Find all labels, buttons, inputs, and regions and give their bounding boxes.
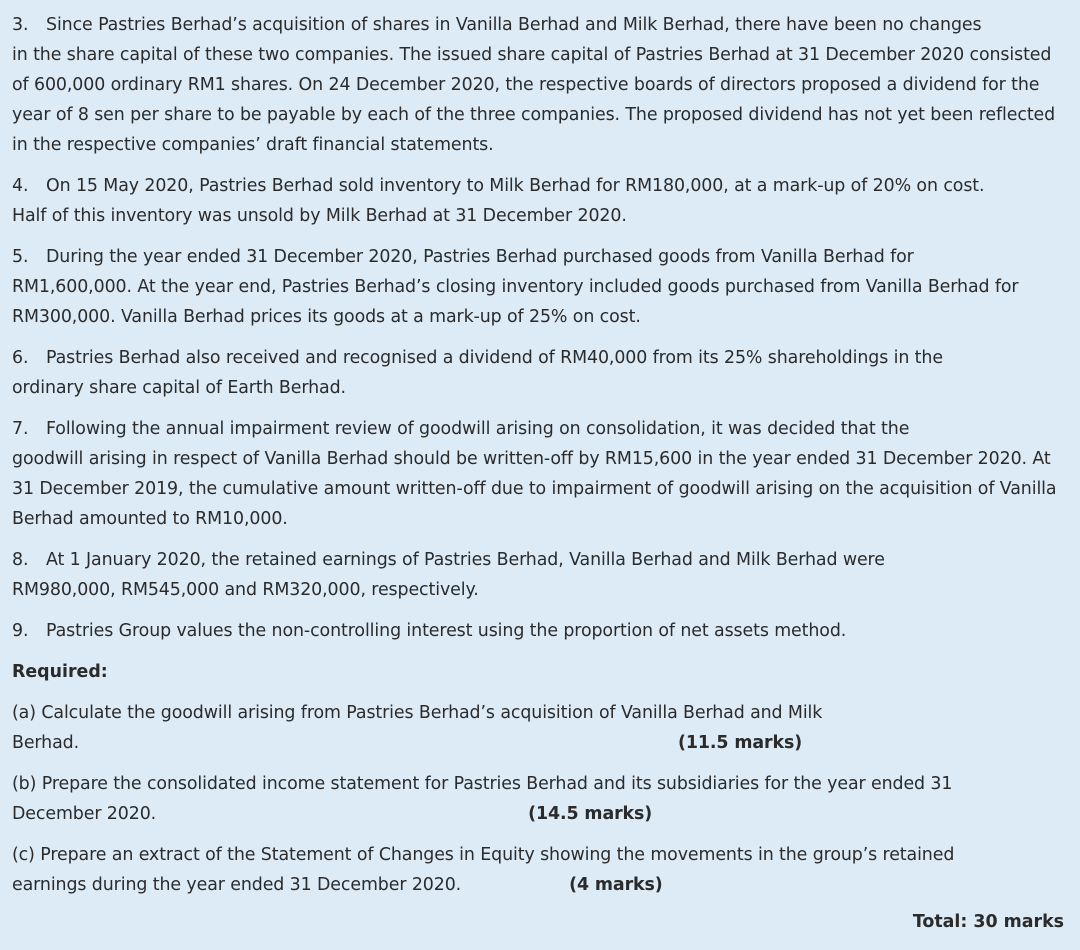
note-text: Following the annual impairment review of goodwill arising on consolidation, it was decided that the: [46, 419, 910, 439]
note-4: [12, 171, 1068, 231]
total-marks: Total: 30 marks: [912, 912, 1064, 932]
note-7: [12, 414, 1068, 534]
note-9: [12, 616, 1068, 646]
note-number: 6.: [12, 348, 29, 368]
requirement-text: (a) Calculate the goodwill arising from Pastries Berhad’s acquisition of Vanilla Berhad and Milk: [12, 703, 823, 723]
note-text: During the year ended 31 December 2020, Pastries Berhad purchased goods from Vanilla Berhad for: [46, 247, 914, 267]
note-text: ordinary share capital of Earth Berhad.: [12, 378, 346, 398]
note-text: On 15 May 2020, Pastries Berhad sold inventory to Milk Berhad for RM180,000, at a mark-up of 20% on cost.: [46, 176, 985, 196]
required-heading: Required:: [12, 662, 108, 682]
requirement-text: earnings during the year ended 31 December 2020.: [12, 875, 462, 895]
note-text: Since Pastries Berhad’s acquisition of shares in Vanilla Berhad and Milk Berhad, there have been no changes: [46, 15, 982, 35]
note-number: 3.: [12, 15, 29, 35]
note-8: [12, 545, 1068, 605]
note-number: 4.: [12, 176, 29, 196]
note-text: Half of this inventory was unsold by Milk Berhad at 31 December 2020.: [12, 206, 627, 226]
note-text: RM980,000, RM545,000 and RM320,000, respectively.: [12, 580, 479, 600]
requirement-a: [12, 698, 1068, 758]
note-text: goodwill arising in respect of Vanilla Berhad should be written-off by RM15,600 in the year ended 31 December 2020. At 31 December 2019, the cumulative amount written-off due to impairment of goodwill arising on the acquisition of Vanilla Berhad amounted to RM10,000.: [12, 449, 1057, 529]
marks-label: (11.5 marks): [678, 733, 803, 753]
note-number: 8.: [12, 550, 29, 570]
note-text: RM1,600,000. At the year end, Pastries Berhad’s closing inventory included goods purchased from Vanilla Berhad for RM300,000. Vanilla Berhad prices its goods at a mark-up of 25% on cost.: [12, 277, 1019, 327]
note-5: [12, 242, 1068, 332]
requirement-text: (b) Prepare the consolidated income statement for Pastries Berhad and its subsidiaries for the year ended 31: [12, 774, 953, 794]
requirement-text: (c) Prepare an extract of the Statement of Changes in Equity showing the movements in the group’s retained: [12, 845, 955, 865]
note-text: At 1 January 2020, the retained earnings of Pastries Berhad, Vanilla Berhad and Milk Berhad were: [46, 550, 885, 570]
note-text: Pastries Berhad also received and recognised a dividend of RM40,000 from its 25% shareholdings in the: [46, 348, 943, 368]
requirement-b: [12, 769, 1068, 829]
marks-label: (4 marks): [569, 875, 663, 895]
requirement-text: Berhad.: [12, 733, 80, 753]
note-number: 7.: [12, 419, 29, 439]
marks-label: (14.5 marks): [528, 804, 653, 824]
note-number: 5.: [12, 247, 29, 267]
note-text: in the share capital of these two companies. The issued share capital of Pastries Berhad at 31 December 2020 consisted of 600,000 ordinary RM1 shares. On 24 December 2020, the respective boards of directors proposed a dividend for the year of 8 sen per share to be payable by each of the three companies. The proposed dividend has not yet been reflected in the respective companies’ draft financial statements.: [12, 45, 1056, 155]
note-3: [12, 10, 1068, 160]
requirement-text: December 2020.: [12, 804, 157, 824]
requirement-c: [12, 840, 1068, 900]
note-6: [12, 343, 1068, 403]
note-number: 9.: [12, 621, 29, 641]
note-text: Pastries Group values the non-controlling interest using the proportion of net assets method.: [46, 621, 847, 641]
